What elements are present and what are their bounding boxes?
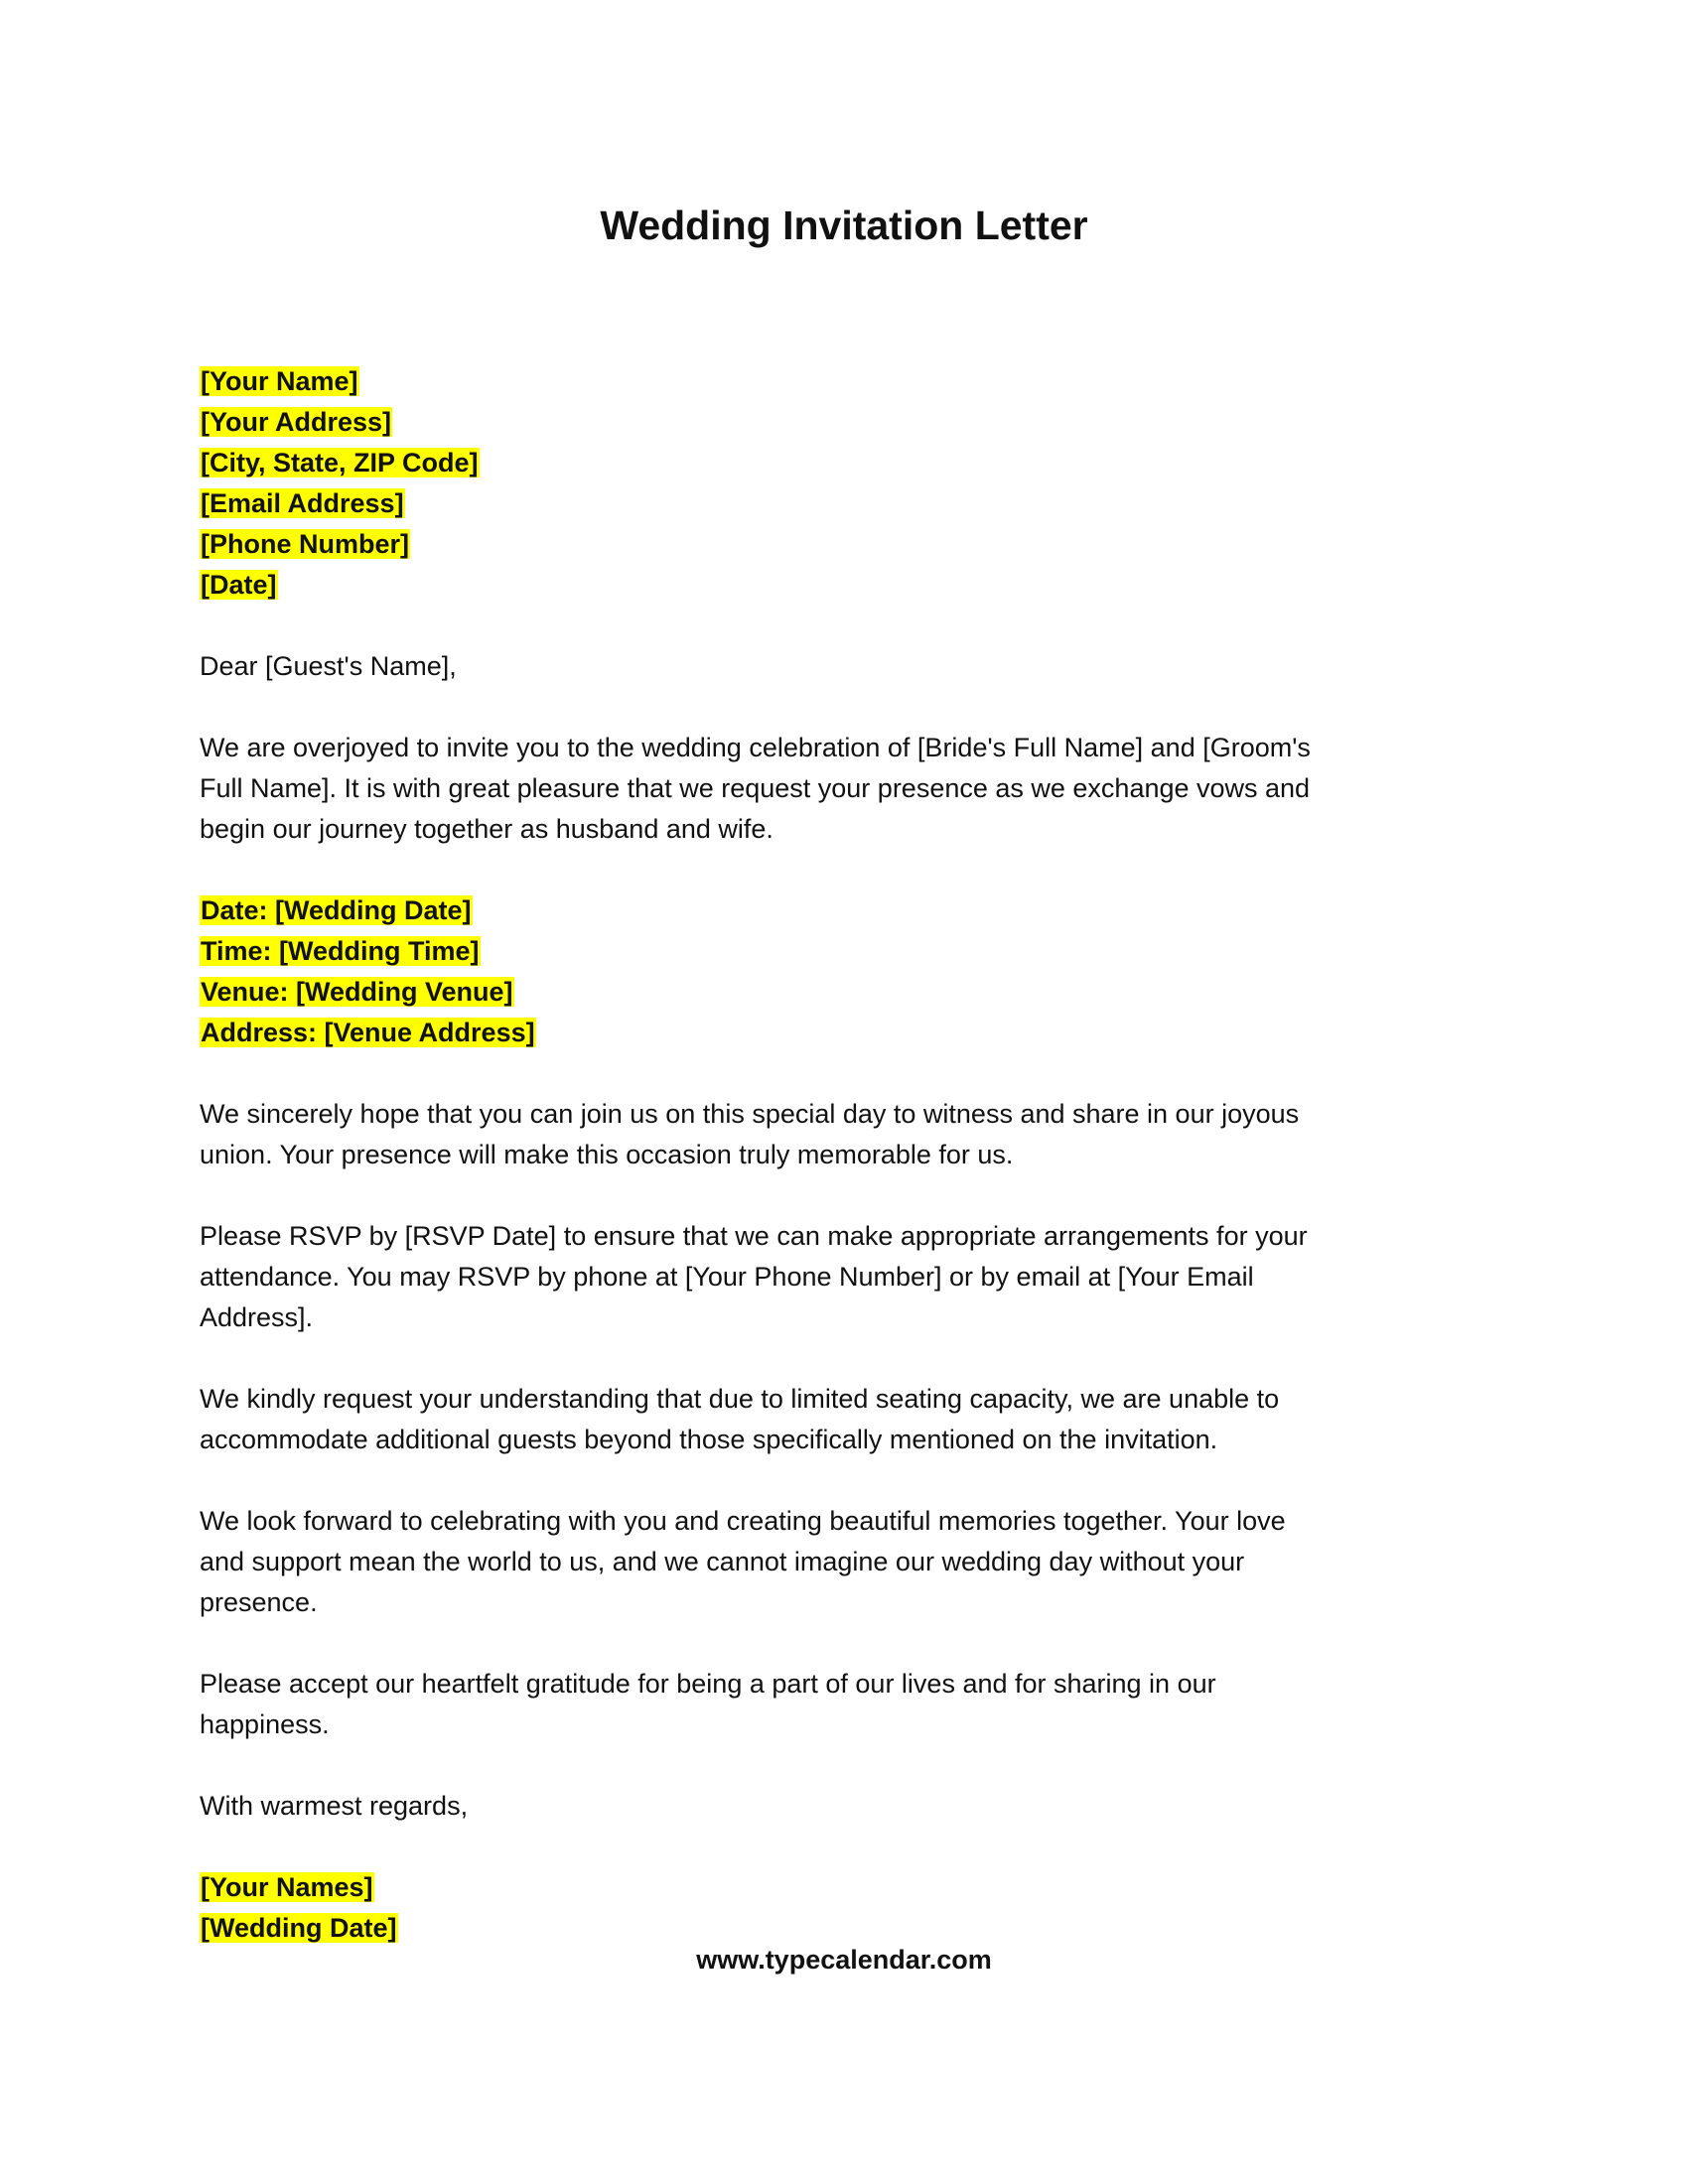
- text-line: We look forward to celebrating with you and creating beautiful memories together. Your love: [200, 1506, 1286, 1536]
- sender-city: [City, State, ZIP Code]: [201, 448, 479, 478]
- sender-email: [Email Address]: [201, 488, 404, 518]
- paragraph-gratitude: [200, 1664, 1490, 1745]
- detail-time: Time: [Wedding Time]: [201, 936, 480, 966]
- signature-names: [Your Names]: [201, 1872, 373, 1902]
- website-footer: www.typecalendar.com: [696, 1945, 992, 1975]
- text-line: and support mean the world to us, and we cannot imagine our wedding day without your: [200, 1547, 1245, 1576]
- paragraph-hope: [200, 1094, 1490, 1175]
- sender-phone: [Phone Number]: [201, 529, 410, 559]
- detail-address: Address: [Venue Address]: [201, 1018, 535, 1047]
- salutation: Dear [Guest's Name],: [200, 651, 457, 681]
- document-title: Wedding Invitation Letter: [600, 203, 1088, 248]
- text-line: Please RSVP by [RSVP Date] to ensure that we can make appropriate arrangements for your: [200, 1221, 1308, 1251]
- paragraph-rsvp: [200, 1216, 1490, 1338]
- text-line: We kindly request your understanding that due to limited seating capacity, we are unable to: [200, 1384, 1280, 1414]
- sender-address: [Your Address]: [201, 407, 392, 437]
- text-line: accommodate additional guests beyond those specifically mentioned on the invitation.: [200, 1425, 1218, 1454]
- text-line: We sincerely hope that you can join us on this special day to witness and share in our joyous: [200, 1099, 1300, 1129]
- sender-block: [200, 361, 1490, 606]
- signature-date: [Wedding Date]: [201, 1913, 397, 1943]
- text-line: union. Your presence will make this occasion truly memorable for us.: [200, 1140, 1014, 1169]
- paragraph-invitation: [200, 728, 1490, 850]
- closing: With warmest regards,: [200, 1791, 469, 1821]
- text-line: Address].: [200, 1302, 314, 1332]
- event-details: [200, 890, 1490, 1053]
- signature-block: [200, 1867, 1490, 1949]
- text-line: happiness.: [200, 1709, 330, 1739]
- sender-date: [Date]: [201, 570, 277, 600]
- text-line: Full Name]. It is with great pleasure that we request your presence as we exchange vows and: [200, 773, 1311, 803]
- paragraph-forward: [200, 1501, 1490, 1623]
- paragraph-seating: [200, 1379, 1490, 1460]
- detail-venue: Venue: [Wedding Venue]: [201, 977, 513, 1007]
- letter-body: [200, 361, 1490, 1949]
- text-line: We are overjoyed to invite you to the wedding celebration of [Bride's Full Name] and [Groom's: [200, 733, 1311, 762]
- text-line: Please accept our heartfelt gratitude for being a part of our lives and for sharing in our: [200, 1669, 1216, 1699]
- text-line: begin our journey together as husband and wife.: [200, 814, 774, 844]
- detail-date: Date: [Wedding Date]: [201, 895, 472, 925]
- text-line: attendance. You may RSVP by phone at [Your Phone Number] or by email at [Your Email: [200, 1262, 1254, 1292]
- sender-name: [Your Name]: [201, 366, 358, 396]
- text-line: presence.: [200, 1587, 318, 1617]
